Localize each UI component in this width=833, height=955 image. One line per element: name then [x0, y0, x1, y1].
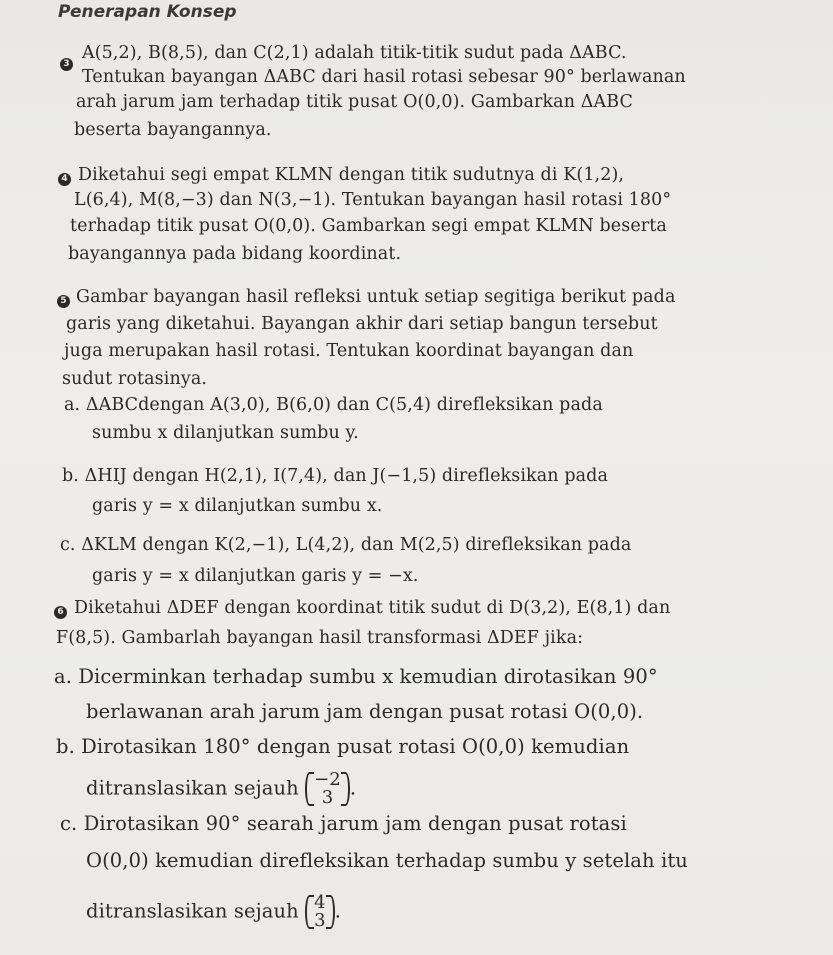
question-6-number: 6 [54, 606, 67, 619]
q5b-line-1: b. ΔHIJ dengan H(2,1), I(7,4), dan J(−1,5) direfleksikan pada [62, 466, 608, 486]
q4-line-1: Diketahui segi empat KLMN dengan titik sudutnya di K(1,2), [78, 165, 625, 185]
q5c-line-1: c. ΔKLM dengan K(2,−1), L(4,2), dan M(2,5) direfleksikan pada [60, 535, 632, 555]
q5b-line-2: garis y = x dilanjutkan sumbu x. [92, 496, 383, 516]
question-5-number: 5 [57, 295, 70, 308]
q6c-line-2: O(0,0) kemudian direfleksikan terhadap sumbu y setelah itu [86, 849, 688, 872]
q6b-line-1: b. Dirotasikan 180° dengan pusat rotasi O(0,0) kemudian [56, 735, 630, 758]
q6c-line-1: c. Dirotasikan 90° searah jarum jam dengan pusat rotasi [60, 812, 627, 835]
q5a-line-2: sumbu x dilanjutkan sumbu y. [92, 423, 359, 443]
question-3-number: 3 [60, 58, 73, 71]
question-4-number: 4 [58, 173, 71, 186]
q6-line-1: Diketahui ΔDEF dengan koordinat titik sudut di D(3,2), E(8,1) dan [74, 598, 671, 618]
q5a-line-1: a. ΔABCdengan A(3,0), B(6,0) dan C(5,4) direfleksikan pada [64, 395, 603, 415]
q6b-line-2 [86, 771, 356, 807]
q6c-text: ditranslasikan sejauh [86, 899, 299, 923]
q6c-end: . [334, 899, 341, 923]
q6-line-2: F(8,5). Gambarlah bayangan hasil transformasi ΔDEF jika: [56, 628, 584, 648]
q3-line-2: Tentukan bayangan ΔABC dari hasil rotasi sebesar 90° berlawanan [82, 67, 686, 87]
vector-b-top: −2 [314, 769, 341, 790]
q6a-line-2: berlawanan arah jarum jam dengan pusat rotasi O(0,0). [86, 700, 644, 723]
q6c-line-3 [86, 894, 341, 930]
q6a-line-1: a. Dicerminkan terhadap sumbu x kemudian dirotasikan 90° [54, 665, 658, 688]
q5-line-2: garis yang diketahui. Bayangan akhir dari setiap bangun tersebut [66, 314, 658, 334]
q5c-line-2: garis y = x dilanjutkan garis y = −x. [92, 566, 419, 586]
q4-line-3: terhadap titik pusat O(0,0). Gambarkan segi empat KLMN beserta [70, 216, 667, 236]
q5-line-4: sudut rotasinya. [62, 369, 208, 389]
vector-c-top: 4 [314, 892, 326, 913]
section-header: Penerapan Konsep [58, 2, 237, 22]
q3-line-4: beserta bayangannya. [74, 120, 272, 140]
vector-b-bottom: 3 [321, 787, 334, 808]
q5-line-1: Gambar bayangan hasil refleksi untuk setiap segitiga berikut pada [76, 287, 676, 307]
translation-vector-b [305, 771, 350, 807]
q6b-end: . [349, 776, 357, 800]
q5-line-3: juga merupakan hasil rotasi. Tentukan koordinat bayangan dan [64, 341, 634, 361]
vector-c-bottom: 3 [314, 910, 326, 931]
q6b-text: ditranslasikan sejauh [86, 776, 299, 800]
translation-vector-c [305, 894, 335, 930]
q3-line-1: A(5,2), B(8,5), dan C(2,1) adalah titik-titik sudut pada ΔABC. [82, 43, 627, 63]
q4-line-4: bayangannya pada bidang koordinat. [68, 244, 402, 264]
q3-line-3: arah jarum jam terhadap titik pusat O(0,0). Gambarkan ΔABC [76, 92, 633, 112]
q4-line-2: L(6,4), M(8,−3) dan N(3,−1). Tentukan bayangan hasil rotasi 180° [74, 190, 672, 210]
